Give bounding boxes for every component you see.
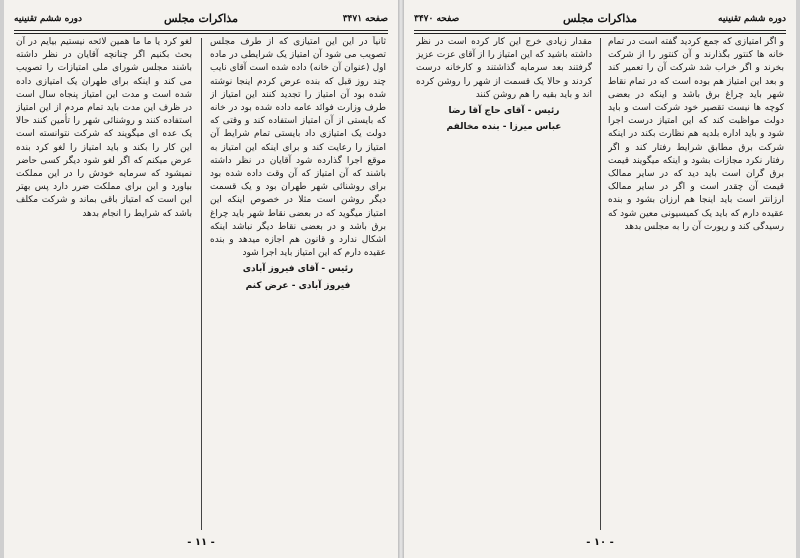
left-header-rule [14,30,388,34]
right-page-term: دوره ششم تقنینیه [718,14,786,24]
right-subhead-2: عباس میرزا - بنده مخالفم [446,122,562,133]
right-page-header [414,12,786,28]
right-page-number: - ۱۰ - [586,537,614,548]
left-page-label: صفحه ۳۴۷۱ [342,14,388,24]
right-col-left-text: مقدار زیادی خرج این کار کرده است در نظر داشته باشید که این امتیاز را از آقای عزت عزیز گرفتند بعد سرمایه گذاشتند و کارخانه درست کردند و حالا یک قسمت از شهر را روشن کرده اند و باید بقیه را هم روشن کنند [416,37,592,100]
right-page [404,0,796,558]
right-column-divider [600,38,601,530]
left-page-number: - ۱۱ - [187,537,215,548]
left-page-section: مذاکرات مجلس [164,12,238,25]
left-page-header [14,12,388,28]
left-page-columns [16,36,386,532]
right-header-rule [414,30,786,34]
left-page-right-column [210,36,386,532]
left-page-left-column [16,36,192,532]
left-subhead-1: رئیس - آقای فیروز آبادی [242,264,354,275]
left-page [4,0,398,558]
right-page-section: مذاکرات مجلس [563,12,637,25]
left-column-divider [201,38,202,530]
right-page-left-column [416,36,592,532]
left-subhead-2: فیروز آبادی - عرض کنم [245,280,351,291]
left-col-right-text: ثانیاً در این این امتیازی که از طرف مجلس تصویب می شود آن امتیاز یک شرایطی در ماده اول (عنوان آن خانه) داده شده است آقای نایب چند روز قبل که بنده عرض کردم اینجا نوشته شده بود آن امتیاز را تجدید کنند این امتیاز از طرف وزارت فوائد عامه داده شده بود در خانه که بایستی از آن امتیاز استفاده کند و وقتی که دولت یک امتیازی داد بایستی تمام شرایط آن امتیاز را رعایت کند و برای اینکه این امتیاز به موقع اجرا گذارده شود آقایان در نظر داشته باشند که آن امتیاز که آن وقت داده شده بود برای روشنائی شهر طهران بود و یک قسمت دیگر روشن است مثلا در خصوص اینکه این امتیاز میگوید که در بعضی نقاط شهر باید چراغ برق باشد و در بعضی نقاط دیگر نباشد اینکه اشکال ندارد و قانون هم اجازه میدهد و بنده عقیده دارم که این امتیاز باید اجرا شود [210,37,386,259]
right-page-columns [416,36,784,532]
right-page-label: صفحه ۳۴۷۰ [414,14,460,24]
left-col-left-text: لغو کرد یا ما ما همین لائحه نیستیم بیایم در آن بحث بکنیم اگر چنانچه آقایان در نظر داشته باشند مجلس شورای ملی امتیازات را تصویب می کند و اینکه برای طهران یک امتیازی داده شده است و مدت این امتیاز پنجاه سال است در ظرف این مدت باید تمام مردم از این امتیاز استفاده کنند و روشنائی شهر را تأمین کنند حالا یک عده ای میگویند که شرکت نتوانسته است این کار را بکند و باید امتیاز را لغو کرد بنده عرض میکنم که اگر لغو شود دیگر کسی حاضر نمیشود که سرمایه خودش را در این مملکت بیاورد و این برای مملکت ضرر دارد پس بهتر این است که امتیاز باقی بماند و شرکت مکلف باشد که شرایط را انجام بدهد [16,37,192,219]
right-col-right-text: و اگر امتیازی که جمع کردید گفته است در تمام خانه ها کنتور بگذارند و آن کنتور را از شرکت بخرند و اگر خراب شد شرکت آن را تعمیر کند و بعد این امتیاز هم بوده است که در تمام نقاط شهر باید چراغ برق باشد و اینکه در بعضی کوچه ها نیست تقصیر خود شرکت است و باید دولت مواظبت کند که این امتیاز درست اجرا شود و باید اداره بلدیه هم نظارت بکند در اینکه شرکت برق مطابق شرایط رفتار کند و اگر رفتار نکرد مجازات بشود و اینکه میگویند قیمت برق گران است باید دید که در سایر ممالک قیمت آن چقدر است و اگر در سایر ممالک ارزانتر است باید اینجا هم ارزان بشود و بنده عقیده دارم که باید یک کمیسیونی معین شود که رسیدگی کند و رپورت آن را به مجلس بدهد [608,37,784,232]
right-subhead-1: رئیس - آقای حاج آقا رضا [448,106,560,117]
right-page-right-column [608,36,784,532]
left-page-term: دوره ششم تقنینیه [14,14,82,24]
